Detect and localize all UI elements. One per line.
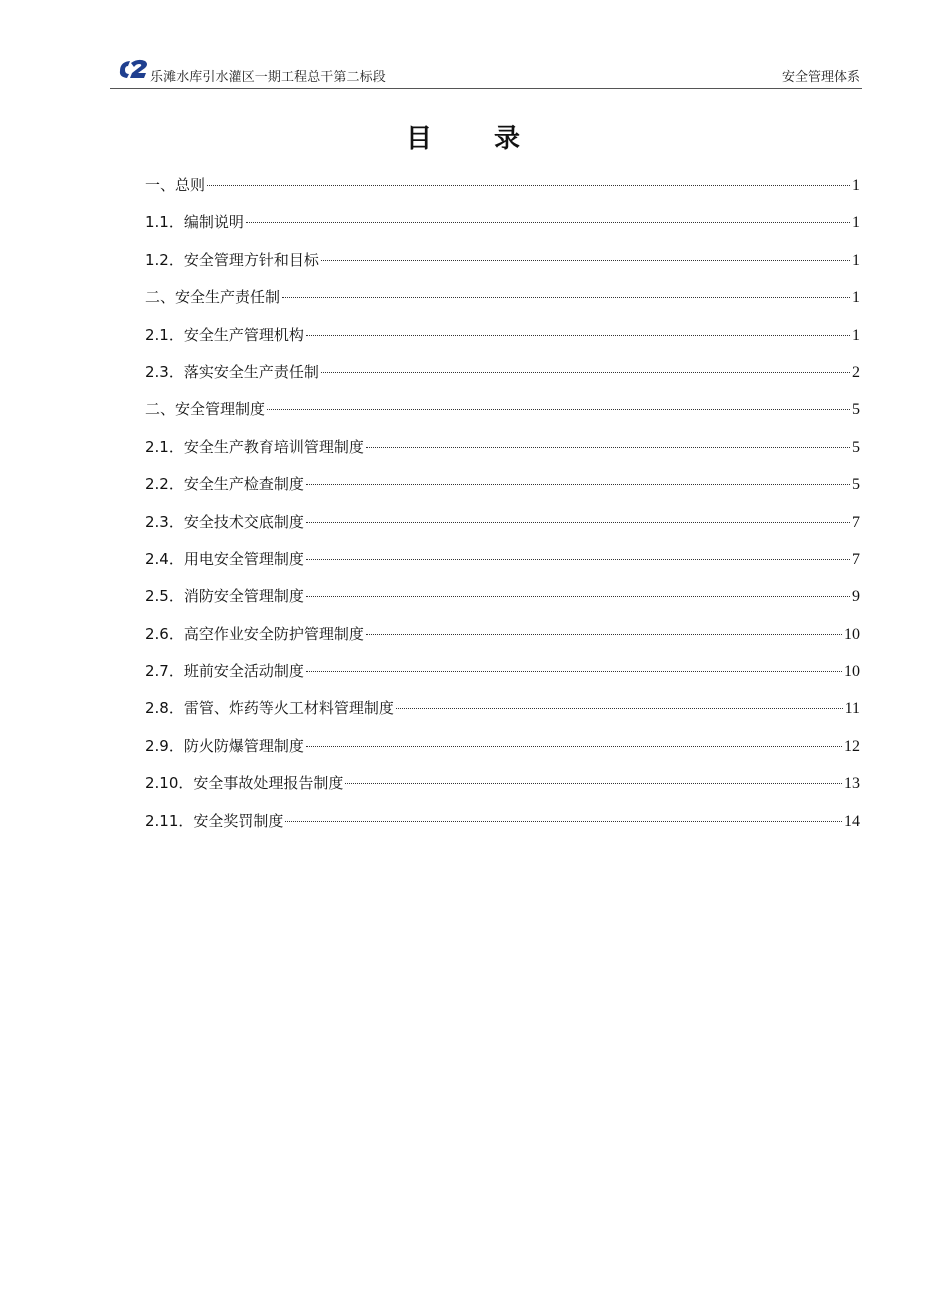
document-section: 安全管理体系 [781,70,860,85]
toc-dot-leader [285,820,842,822]
toc-entry[interactable] [145,359,860,396]
toc-entry-label: 2.1．安全生产教育培训管理制度 [145,437,364,456]
toc-entry-page-number: 5 [852,438,860,456]
toc-entry-page-number: 1 [852,251,860,269]
toc-entry-page-number: 10 [844,663,860,681]
toc-entry-label: 1.1．编制说明 [145,213,244,232]
toc-dot-leader [306,558,850,560]
toc-dot-leader [321,371,850,373]
toc-dot-leader [306,483,850,485]
table-of-contents [145,172,860,845]
toc-entry[interactable] [145,509,860,546]
toc-entry[interactable] [145,770,860,807]
toc-dot-leader [345,782,842,784]
toc-dot-leader [306,595,850,597]
toc-entry-page-number: 5 [852,401,860,419]
toc-entry-label: 一、总则 [145,176,206,194]
toc-dot-leader [321,259,850,261]
company-logo-icon [116,57,150,79]
toc-entry[interactable] [145,322,860,359]
toc-entry-label: 2.1．安全生产管理机构 [145,325,304,344]
toc-entry[interactable] [145,733,860,770]
toc-entry-label: 2.10．安全事故处理报告制度 [145,774,344,793]
toc-entry-page-number: 14 [844,812,860,830]
toc-entry-label: 2.5．消防安全管理制度 [145,587,304,606]
toc-entry-page-number: 1 [852,177,860,194]
toc-entry-label: 2.3．安全技术交底制度 [145,512,304,531]
project-name: 乐滩水库引水灌区一期工程总干第二标段 [150,70,386,85]
toc-entry[interactable] [145,695,860,732]
toc-entry-page-number: 1 [852,214,860,232]
toc-entry[interactable] [145,396,860,433]
toc-dot-leader [267,408,850,410]
toc-entry[interactable] [145,583,860,620]
toc-entry-label: 二、安全生产责任制 [145,288,281,307]
toc-entry-page-number: 5 [852,476,860,494]
toc-dot-leader [366,446,850,448]
toc-dot-leader [306,334,850,336]
toc-dot-leader [207,184,850,186]
toc-entry[interactable] [145,284,860,321]
toc-entry-page-number: 9 [852,588,860,606]
toc-entry-label: 2.9．防火防爆管理制度 [145,736,304,755]
toc-entry-page-number: 1 [852,289,860,307]
toc-entry[interactable] [145,209,860,246]
toc-entry-label: 2.4．用电安全管理制度 [145,549,304,568]
toc-entry[interactable] [145,621,860,658]
toc-entry-page-number: 12 [844,737,860,755]
toc-entry[interactable] [145,172,860,209]
toc-entry-page-number: 7 [852,513,860,531]
toc-entry-page-number: 13 [844,775,860,793]
toc-entry[interactable] [145,546,860,583]
toc-dot-leader [246,221,850,223]
toc-entry-page-number: 1 [852,326,860,344]
toc-dot-leader [366,633,842,635]
toc-dot-leader [396,707,843,709]
toc-entry-label: 1.2．安全管理方针和目标 [145,250,319,269]
toc-entry-label: 2.3．落实安全生产责任制 [145,362,319,381]
toc-entry[interactable] [145,434,860,471]
toc-dot-leader [306,745,842,747]
page-header [110,54,862,89]
toc-entry-page-number: 10 [844,625,860,643]
toc-entry-page-number: 7 [852,550,860,568]
toc-dot-leader [282,296,850,298]
toc-entry-page-number: 11 [844,700,860,718]
toc-entry[interactable] [145,808,860,845]
toc-entry-label: 2.11．安全奖罚制度 [145,811,284,830]
toc-entry-label: 2.6．高空作业安全防护管理制度 [145,624,364,643]
toc-entry-label: 2.8．雷管、炸药等火工材料管理制度 [145,699,394,718]
toc-entry[interactable] [145,658,860,695]
toc-entry-page-number: 2 [852,363,860,381]
page-title: 目录 [405,124,582,154]
toc-entry-label: 2.2．安全生产检查制度 [145,475,304,494]
toc-entry[interactable] [145,247,860,284]
toc-dot-leader [306,670,842,672]
toc-entry-label: 二、安全管理制度 [145,400,266,419]
toc-entry[interactable] [145,471,860,508]
toc-entry-label: 2.7．班前安全活动制度 [145,662,304,681]
toc-dot-leader [306,521,850,523]
